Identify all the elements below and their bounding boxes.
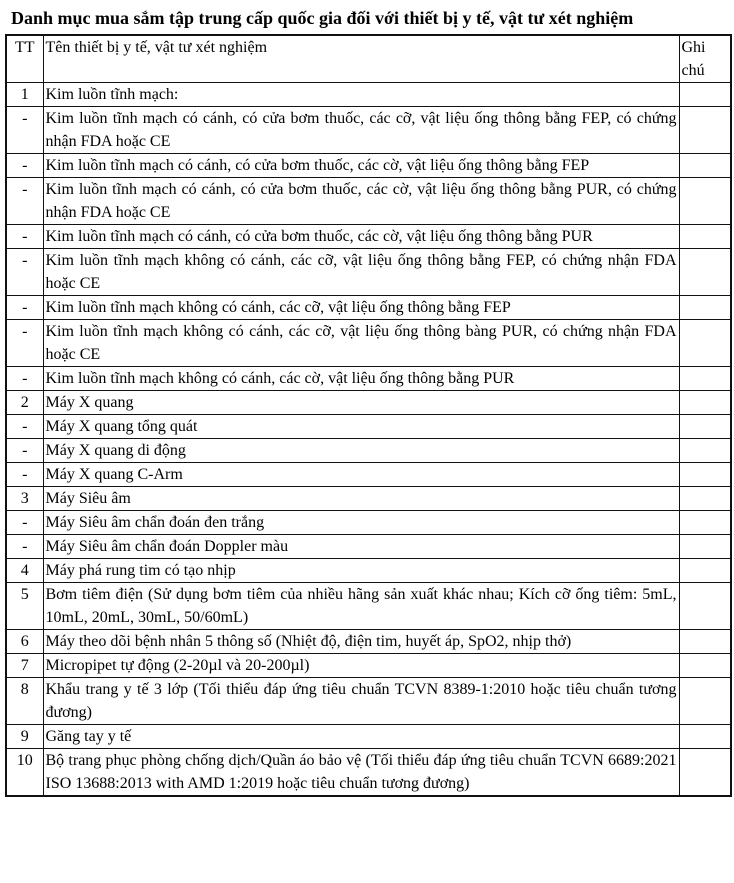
cell-tt: -	[6, 415, 43, 439]
cell-name: Bộ trang phục phòng chống dịch/Quần áo bảo vệ (Tối thiểu đáp ứng tiêu chuẩn TCVN 6689:2021 ISO 13688:2013 with AMD 1:2019 hoặc tiêu chuẩn tương đương)	[43, 749, 679, 797]
cell-tt: 1	[6, 83, 43, 107]
table-row	[6, 296, 731, 320]
table-row	[6, 367, 731, 391]
column-header-tt: TT	[6, 35, 43, 83]
cell-tt: 7	[6, 654, 43, 678]
cell-name: Khẩu trang y tế 3 lớp (Tối thiểu đáp ứng tiêu chuẩn TCVN 8389-1:2010 hoặc tiêu chuẩn tương đương)	[43, 678, 679, 725]
cell-note	[679, 415, 731, 439]
table-row	[6, 654, 731, 678]
cell-tt: -	[6, 225, 43, 249]
cell-note	[679, 391, 731, 415]
cell-tt: -	[6, 154, 43, 178]
cell-name: Máy Siêu âm chẩn đoán Doppler màu	[43, 535, 679, 559]
table-row	[6, 463, 731, 487]
cell-tt: -	[6, 296, 43, 320]
cell-tt: 9	[6, 725, 43, 749]
table-row	[6, 678, 731, 725]
cell-note	[679, 749, 731, 797]
table-header	[6, 35, 731, 83]
cell-note	[679, 654, 731, 678]
cell-tt: -	[6, 535, 43, 559]
column-header-name: Tên thiết bị y tế, vật tư xét nghiệm	[43, 35, 679, 83]
cell-name: Kim luồn tĩnh mạch có cánh, có cửa bơm thuốc, các cờ, vật liệu ống thông bằng PUR	[43, 225, 679, 249]
procurement-table	[5, 34, 732, 797]
table-body	[6, 83, 731, 797]
cell-note	[679, 725, 731, 749]
cell-name: Kim luồn tĩnh mạch có cánh, có cửa bơm thuốc, các cờ, vật liệu ống thông bằng PUR, có chứng nhận FDA hoặc CE	[43, 178, 679, 225]
cell-name: Kim luồn tĩnh mạch không có cánh, các cờ, vật liệu ống thông bằng PUR	[43, 367, 679, 391]
cell-tt: -	[6, 249, 43, 296]
table-row	[6, 225, 731, 249]
cell-note	[679, 178, 731, 225]
cell-name: Micropipet tự động (2-20µl và 20-200µl)	[43, 654, 679, 678]
cell-tt: -	[6, 320, 43, 367]
cell-tt: 4	[6, 559, 43, 583]
cell-note	[679, 463, 731, 487]
cell-note	[679, 296, 731, 320]
cell-note	[679, 320, 731, 367]
table-row	[6, 439, 731, 463]
cell-tt: 2	[6, 391, 43, 415]
table-row	[6, 559, 731, 583]
cell-tt: 8	[6, 678, 43, 725]
cell-name: Kim luồn tĩnh mạch có cánh, có cửa bơm thuốc, các cỡ, vật liệu ống thông bằng FEP, có chứng nhận FDA hoặc CE	[43, 107, 679, 154]
cell-name: Máy X quang di động	[43, 439, 679, 463]
cell-name: Găng tay y tế	[43, 725, 679, 749]
table-row	[6, 511, 731, 535]
cell-note	[679, 107, 731, 154]
cell-name: Máy Siêu âm	[43, 487, 679, 511]
cell-note	[679, 249, 731, 296]
page-title: Danh mục mua sắm tập trung cấp quốc gia đối với thiết bị y tế, vật tư xét nghiệm	[11, 8, 634, 28]
table-row	[6, 154, 731, 178]
cell-name: Kim luồn tĩnh mạch:	[43, 83, 679, 107]
column-header-note: Ghi chú	[679, 35, 731, 83]
cell-tt: -	[6, 107, 43, 154]
cell-note	[679, 535, 731, 559]
table-row	[6, 83, 731, 107]
table-row	[6, 535, 731, 559]
cell-note	[679, 630, 731, 654]
cell-tt: -	[6, 439, 43, 463]
cell-tt: -	[6, 178, 43, 225]
cell-tt: -	[6, 463, 43, 487]
cell-tt: 10	[6, 749, 43, 797]
cell-note	[679, 487, 731, 511]
cell-note	[679, 511, 731, 535]
cell-name: Máy phá rung tim có tạo nhịp	[43, 559, 679, 583]
cell-name: Kim luồn tĩnh mạch không có cánh, các cỡ, vật liệu ống thông bằng FEP, có chứng nhận FDA hoặc CE	[43, 249, 679, 296]
cell-name: Máy theo dõi bệnh nhân 5 thông số (Nhiệt độ, điện tim, huyết áp, SpO2, nhịp thở)	[43, 630, 679, 654]
cell-name: Máy Siêu âm chẩn đoán đen trắng	[43, 511, 679, 535]
cell-name: Kim luồn tĩnh mạch có cánh, có cửa bơm thuốc, các cờ, vật liệu ống thông bằng FEP	[43, 154, 679, 178]
table-row	[6, 749, 731, 797]
table-row	[6, 415, 731, 439]
header-row	[6, 35, 731, 83]
table-row	[6, 487, 731, 511]
cell-tt: -	[6, 367, 43, 391]
cell-tt: -	[6, 511, 43, 535]
table-row	[6, 725, 731, 749]
cell-note	[679, 678, 731, 725]
table-row	[6, 391, 731, 415]
table-row	[6, 107, 731, 154]
table-row	[6, 320, 731, 367]
cell-note	[679, 154, 731, 178]
cell-note	[679, 225, 731, 249]
cell-name: Máy X quang	[43, 391, 679, 415]
table-row	[6, 583, 731, 630]
cell-name: Kim luồn tĩnh mạch không có cánh, các cỡ, vật liệu ống thông bằng FEP	[43, 296, 679, 320]
cell-name: Máy X quang C-Arm	[43, 463, 679, 487]
cell-tt: 3	[6, 487, 43, 511]
cell-tt: 6	[6, 630, 43, 654]
table-row	[6, 630, 731, 654]
cell-tt: 5	[6, 583, 43, 630]
table-row	[6, 249, 731, 296]
cell-note	[679, 559, 731, 583]
cell-name: Máy X quang tổng quát	[43, 415, 679, 439]
cell-note	[679, 367, 731, 391]
cell-name: Bơm tiêm điện (Sử dụng bơm tiêm của nhiều hãng sản xuất khác nhau; Kích cỡ ống tiêm: 5mL, 10mL, 20mL, 30mL, 50/60mL)	[43, 583, 679, 630]
cell-note	[679, 83, 731, 107]
cell-name: Kim luồn tĩnh mạch không có cánh, các cỡ, vật liệu ống thông bàng PUR, có chứng nhận FDA hoặc CE	[43, 320, 679, 367]
cell-note	[679, 583, 731, 630]
table-row	[6, 178, 731, 225]
cell-note	[679, 439, 731, 463]
